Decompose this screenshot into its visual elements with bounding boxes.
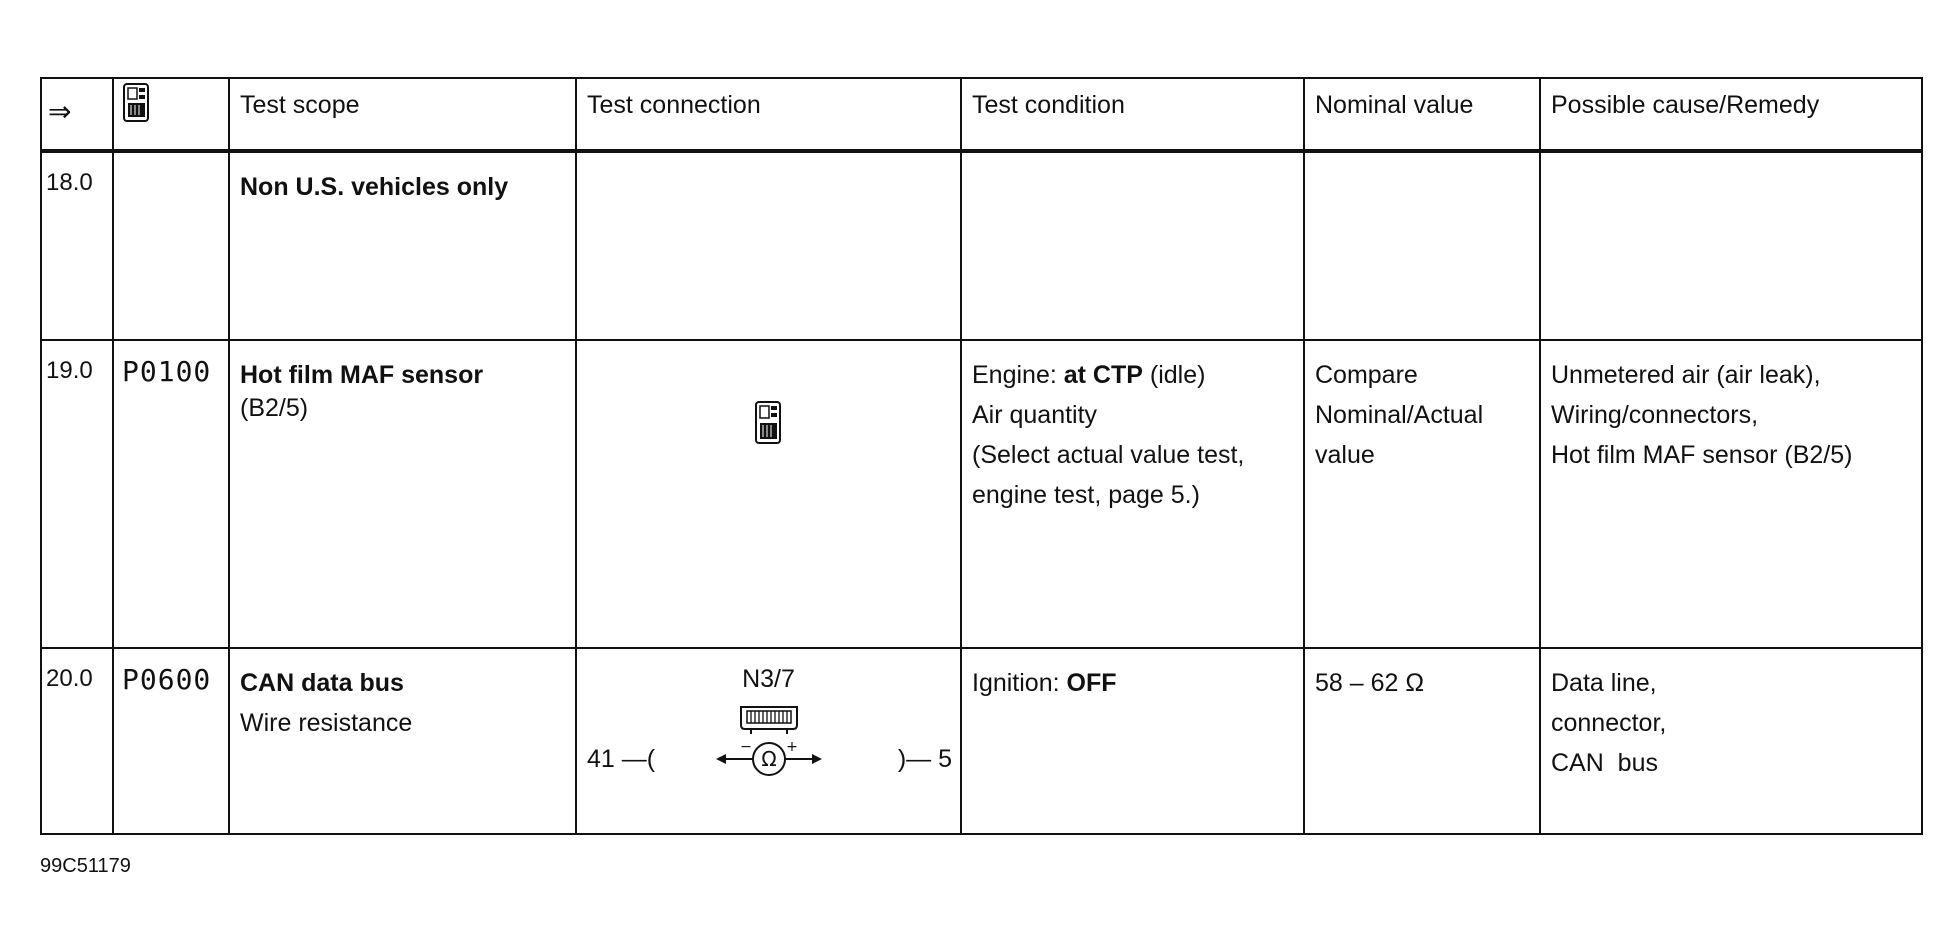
module-label: N3/7 — [742, 665, 795, 693]
step-cell: 18.0 — [41, 151, 113, 340]
code-cell — [113, 151, 229, 340]
header-test-connection: Test connection — [576, 78, 961, 151]
header-test-condition: Test condition — [961, 78, 1304, 151]
cause-line: Data line, — [1551, 669, 1657, 697]
connection-cell — [576, 648, 961, 834]
plus-sign: + — [785, 739, 798, 755]
cause-line: Hot film MAF sensor (B2/5) — [1551, 441, 1853, 469]
header-row — [41, 78, 1922, 151]
scope-title: CAN data bus — [240, 669, 404, 697]
table-row — [41, 340, 1922, 648]
step-cell: 19.0 — [41, 340, 113, 648]
condition-line: (Select actual value test, — [972, 441, 1245, 469]
ohmmeter-icon — [714, 739, 824, 786]
nominal-line: Nominal/Actual — [1315, 401, 1484, 429]
header-possible-cause: Possible cause/Remedy — [1540, 78, 1922, 151]
scope-cell — [229, 151, 576, 340]
header-tester — [113, 78, 229, 151]
arrow-icon: ⇒ — [48, 96, 72, 127]
nominal-cell — [1304, 151, 1540, 340]
cause-cell — [1540, 340, 1922, 648]
connection-cell — [576, 151, 961, 340]
scope-title: Non U.S. vehicles only — [240, 173, 509, 201]
code-cell: P0600 — [113, 648, 229, 834]
tester-icon — [754, 401, 784, 452]
nominal-line: Compare — [1315, 361, 1418, 389]
scope-subtitle: Wire resistance — [240, 709, 413, 737]
can-connection-diagram — [577, 649, 960, 789]
diagnostic-table — [40, 77, 1923, 835]
ohm-symbol: Ω — [760, 747, 777, 771]
scope-cell — [229, 340, 576, 648]
condition-cell — [961, 151, 1304, 340]
nominal-line: value — [1315, 441, 1375, 469]
condition-line: Ignition: OFF — [972, 669, 1117, 697]
condition-line: Air quantity — [972, 401, 1098, 429]
condition-cell — [961, 340, 1304, 648]
cause-line: CAN bus — [1551, 749, 1658, 777]
code-cell: P0100 — [113, 340, 229, 648]
nominal-line: 58 – 62 Ω — [1315, 669, 1425, 697]
table-row — [41, 151, 1922, 340]
cause-cell — [1540, 151, 1922, 340]
cause-cell — [1540, 648, 1922, 834]
scope-subtitle: (B2/5) — [240, 394, 309, 422]
pin-5-label: )— 5 — [897, 745, 952, 773]
nominal-cell — [1304, 648, 1540, 834]
nominal-cell — [1304, 340, 1540, 648]
figure-code: 99C51179 — [40, 855, 131, 877]
cause-line: connector, — [1551, 709, 1667, 737]
condition-line: Engine: at CTP (idle) — [972, 361, 1206, 389]
connector-icon — [737, 705, 801, 742]
header-nominal-value: Nominal value — [1304, 78, 1540, 151]
condition-cell — [961, 648, 1304, 834]
table-row — [41, 648, 1922, 834]
header-arrow — [41, 78, 113, 151]
cause-line: Wiring/connectors, — [1551, 401, 1759, 429]
condition-line: engine test, page 5.) — [972, 481, 1200, 509]
scope-cell — [229, 648, 576, 834]
step-cell: 20.0 — [41, 648, 113, 834]
scope-title: Hot film MAF sensor — [240, 361, 484, 389]
header-test-scope: Test scope — [229, 78, 576, 151]
connection-cell — [576, 340, 961, 648]
pin-41-label: 41 —( — [587, 745, 656, 773]
minus-sign: − — [739, 739, 752, 755]
tester-icon — [122, 83, 152, 130]
cause-line: Unmetered air (air leak), — [1551, 361, 1821, 389]
